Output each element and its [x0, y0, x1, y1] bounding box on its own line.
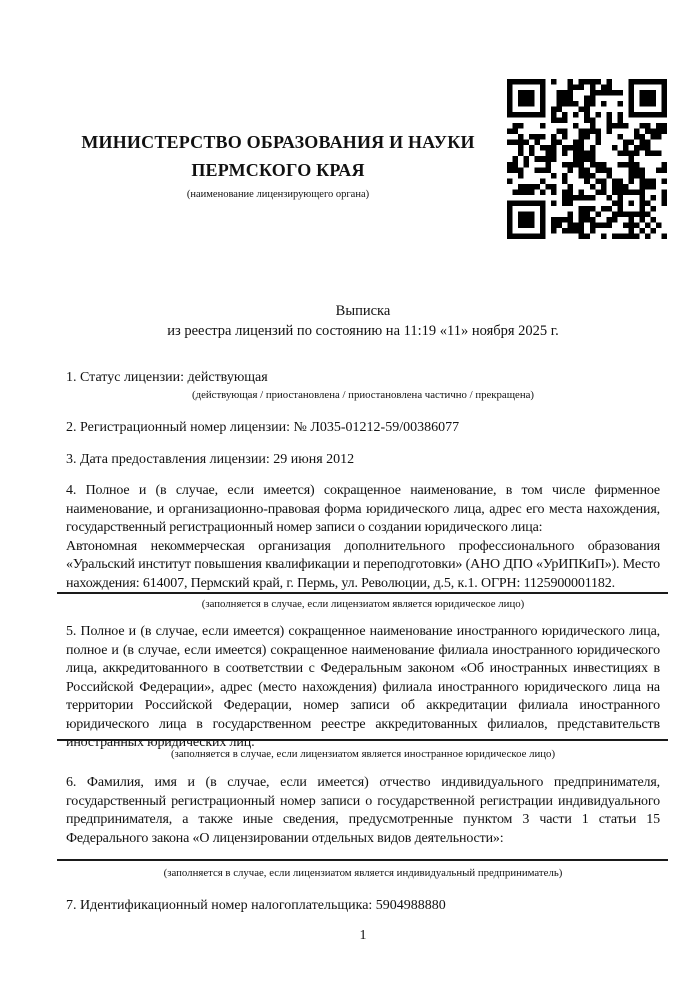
ministry-name-line1: МИНИСТЕРСТВО ОБРАЗОВАНИЯ И НАУКИ — [81, 132, 475, 152]
title-line2: из реестра лицензий по состоянию на 11:19 «11» ноября 2025 г. — [167, 322, 559, 339]
item-6-caption: (заполняется в случае, если лицензиатом является индивидуальный предприниматель) — [163, 867, 563, 879]
item-7-taxpayer-number: 7. Идентификационный номер налогоплательщика: 5904988880 — [66, 898, 446, 913]
item-4-underline — [57, 592, 668, 594]
item-3-license-date: 3. Дата предоставления лицензии: 29 июня 2012 — [66, 452, 355, 467]
item-1-license-status: 1. Статус лицензии: действующая — [66, 370, 268, 385]
page-number: 1 — [359, 928, 367, 943]
qr-code-icon — [507, 79, 667, 239]
item-4-caption: (заполняется в случае, если лицензиатом является юридическое лицо) — [201, 598, 525, 610]
licensing-authority-header — [66, 128, 490, 202]
item-5-caption: (заполняется в случае, если лицензиатом является иностранное юридическое лицо) — [170, 748, 556, 760]
authority-name-caption: (наименование лицензирующего органа) — [186, 189, 370, 200]
item-5-foreign-entity — [66, 623, 660, 753]
item-4-legal-entity — [66, 482, 660, 593]
item-6-text: 6. Фамилия, имя и (в случае, если имеется) отчество индивидуального предпринимателя, государственный регистрационный номер записи о государственной регистрации индивидуального предпринимателя, а также иные сведения, предусмотренные пунктом 3 части 1 статьи 15 Федерального закона «О лицензировании отдельных видов деятельности»: — [66, 775, 660, 846]
item-4-value: Автономная некоммерческая организация дополнительного профессионального образования «Уральский институт повышения квалификации и переподготовки» (АНО ДПО «УрИПКиП»). Место нахождения: 614007, Пермский край, г. Пермь, ул. Революции, д.5, к.1. ОГРН: 1125900001182. — [66, 538, 660, 591]
document-title — [66, 302, 660, 341]
item-1-caption: (действующая / приостановлена / приостановлена частично / прекращена) — [192, 389, 534, 401]
ministry-name-line2: ПЕРМСКОГО КРАЯ — [191, 160, 365, 180]
item-4-intro: 4. Полное и (в случае, если имеется) сокращенное наименование, в том числе фирменное наименование, и организационно-правовая форма юридического лица, адрес его места нахождения, государственный регистрационный номер записи о создании юридического лица: — [66, 483, 660, 535]
item-2-registration-number: 2. Регистрационный номер лицензии: № Л035-01212-59/00386077 — [66, 420, 460, 435]
item-6-individual-entrepreneur — [66, 774, 660, 848]
item-5-underline — [57, 739, 668, 741]
item-6-underline — [57, 859, 668, 861]
item-5-text: 5. Полное и (в случае, если имеется) сокращенное наименование иностранного юридического лица, полное и (в случае, если имеется) сокращенное наименование филиала иностранного юридического лица, аккредитованного в соответствии с Федеральным законом «Об иностранных инвестициях в Российской Федерации», адрес (место нахождения) филиала иностранного юридического лица на территории Российской Федерации, номер записи об аккредитации филиала иностранного юридического лица в государственном реестре аккредитованных филиалов, представительств иностранных юридических лиц: — [66, 624, 660, 750]
title-line1: Выписка — [335, 303, 391, 319]
